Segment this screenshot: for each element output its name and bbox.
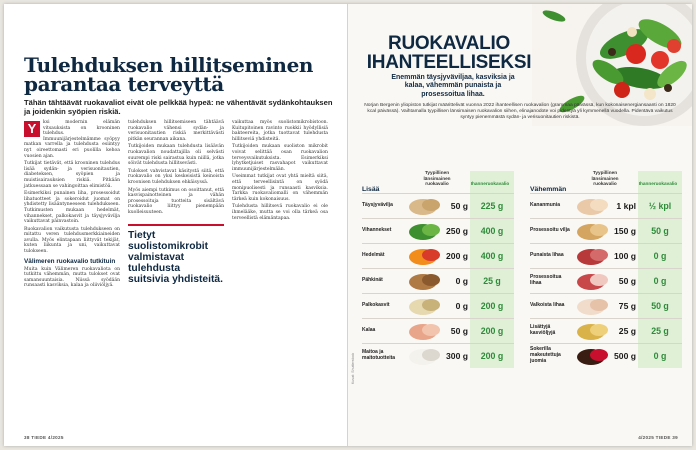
article-body bbox=[24, 120, 336, 430]
food-image bbox=[406, 245, 446, 267]
food-image bbox=[574, 320, 614, 342]
ideal-amount: 0 g bbox=[638, 344, 682, 368]
table-header bbox=[530, 149, 682, 193]
food-label: Valkoista lihaa bbox=[530, 302, 565, 309]
food-label: Prosessoitua lihaa bbox=[530, 274, 562, 286]
food-row bbox=[362, 343, 514, 368]
food-row bbox=[362, 268, 514, 293]
food-row bbox=[530, 343, 682, 368]
food-label: Maitoa ja maitotuotteita bbox=[362, 349, 396, 361]
food-image bbox=[406, 345, 446, 367]
food-image bbox=[574, 345, 614, 367]
current-amount: 75 g bbox=[618, 301, 636, 311]
left-page bbox=[4, 4, 348, 446]
article-headline: Tulehduksen hillitseminen parantaa terveyttä bbox=[24, 53, 314, 96]
food-row bbox=[362, 218, 514, 243]
food-label: Prosessoitu vilja bbox=[530, 227, 570, 234]
current-amount: 25 g bbox=[618, 326, 636, 336]
ideal-amount: 0 g bbox=[638, 269, 682, 293]
food-image bbox=[406, 270, 446, 292]
paragraph: Tutkijoiden mukaan suoliston mikrobit voivat selittää osan ruokavalion terveysvaikutuksista. Esimerkiksi lyhytketjuiset rasvahapot vaikuttavat immuunijärjestelmään. bbox=[232, 144, 328, 172]
current-amount: 1 kpl bbox=[616, 201, 636, 211]
ideal-amount: 200 g bbox=[470, 344, 514, 368]
section-subheading: Välimeren ruokavalio tutkituin bbox=[24, 257, 116, 265]
table-lead-less: Vähemmän bbox=[530, 186, 567, 193]
paragraph: tulehduksen hillitsemiseen tähtäävä ruokavalio vähensi sydän- ja verisuonitautien riskiä merkittävästi pitkän seurannan aikana. bbox=[128, 120, 224, 142]
paragraph: vaikuttaa myös suolistomikrobistoon. Kuitupitoinen ravinto ruokkii hyödyllisiä bakteereita, jotka tuottavat tulehdusta hillitseviä yhdisteitä. bbox=[232, 120, 328, 142]
food-label: Punaista lihaa bbox=[530, 252, 564, 259]
current-amount: 100 g bbox=[614, 251, 636, 261]
current-amount: 250 g bbox=[446, 226, 468, 236]
infographic-title: RUOKAVALIO IHANTEELLISEKSI bbox=[366, 33, 532, 73]
paragraph: Useimmat tutkijat ovat yhtä mieltä siitä, että terveellisintä on syödä monipuolisesti ja runsaasti kasviksia. Tarkka ruokavaliomalli on vähemmän tärkeä kuin kokonaisuus. bbox=[232, 174, 328, 202]
page-folio-right: 4/2025 TIEDE 39 bbox=[638, 435, 678, 440]
food-label: Sokerilla makeutettuja juomia bbox=[530, 346, 561, 364]
current-amount: 200 g bbox=[446, 251, 468, 261]
food-label: Kananmunia bbox=[530, 202, 561, 209]
column-header-current: Tyypillinen länsimainen ruokavalio bbox=[423, 170, 451, 187]
food-image bbox=[574, 245, 614, 267]
food-row bbox=[530, 268, 682, 293]
food-image bbox=[406, 195, 446, 217]
ideal-amount: 25 g bbox=[470, 269, 514, 293]
column-header-ideal: Ihanneruokavalio bbox=[638, 181, 678, 187]
food-label: Lisättyjä kasviöljyjä bbox=[530, 324, 556, 336]
paragraph: Tulokset vahvistavat käsitystä siitä, että ruokavalio on yksi keskeisistä keinoista kroonisen tulehduksen ehkäisyssä. bbox=[128, 168, 224, 185]
paragraph: Muita kuin Välimeren ruokavaliota on tutkittu vähemmän, mutta tulokset ovat samansuuntaisia. Niissä syödään runsaasti kasviksia, kalaa ja oliiviöljyä. bbox=[24, 266, 120, 289]
paragraph: Tulehdusta hillitsevä ruokavalio ei ole ihmelääke, mutta se voi olla tärkeä osa terveellistä elämäntapaa. bbox=[232, 204, 328, 221]
more-foods-table bbox=[362, 149, 514, 368]
column-header-current: Tyypillinen länsimainen ruokavalio bbox=[591, 170, 619, 187]
current-amount: 300 g bbox=[446, 351, 468, 361]
paragraph: Tutkijat tietävät, että krooninen tulehdus lisää sydän- ja verisuonitautien, diabeteksen, syöpien ja muistisairauksien riskiä. Pitkään jatkuessaan se vahingoittaa elimistöä. bbox=[24, 161, 120, 189]
food-label: Pähkinät bbox=[362, 277, 383, 284]
ideal-amount: 225 g bbox=[470, 194, 514, 218]
current-amount: 50 g bbox=[450, 326, 468, 336]
ideal-amount: 0 g bbox=[638, 244, 682, 268]
article-deck: Tähän tähtäävät ruokavaliot eivät ole pelkkää hypeä: ne vähentävät sydänkohtauksen ja joidenkin syöpien riskiä. bbox=[24, 98, 333, 117]
food-image bbox=[406, 295, 446, 317]
food-label: Täysjyvävilja bbox=[362, 202, 393, 209]
body-column-1 bbox=[24, 120, 120, 430]
body-column-3 bbox=[232, 120, 328, 430]
body-column-2 bbox=[128, 120, 224, 430]
current-amount: 0 g bbox=[455, 301, 468, 311]
food-row bbox=[530, 218, 682, 243]
column-header-ideal: Ihanneruokavalio bbox=[470, 181, 510, 187]
food-row bbox=[530, 243, 682, 268]
food-label: Kalaa bbox=[362, 327, 376, 334]
paragraph: Ruokavalion vaikutusta tulehdukseen on mitattu veren tulehdusmerkkiaineiden avulla. Myös elintapaan liittyvät tekijät, kuten liikunta ja uni, vaikuttavat tulokseen. bbox=[24, 226, 120, 255]
page-folio-left: 38 TIEDE 4/2025 bbox=[24, 435, 64, 440]
food-row bbox=[530, 318, 682, 343]
food-row bbox=[530, 293, 682, 318]
food-image bbox=[406, 320, 446, 342]
current-amount: 50 g bbox=[618, 276, 636, 286]
image-credit: Kuvat: Shutterstock bbox=[351, 352, 355, 384]
food-label: Palkokasvit bbox=[362, 302, 390, 309]
drop-cap: Y bbox=[24, 121, 40, 137]
ideal-amount: 400 g bbox=[470, 244, 514, 268]
pull-quote: Tietyt suolistomikrobit valmistavat tulehdusta suitsivia yhdisteitä. bbox=[128, 224, 224, 285]
ideal-amount: 25 g bbox=[638, 319, 682, 343]
ideal-amount: 50 g bbox=[638, 219, 682, 243]
food-row bbox=[362, 243, 514, 268]
current-amount: 0 g bbox=[455, 276, 468, 286]
infographic-intro: Norjan Bergenin yliopiston tutkijat määrittelivät vuonna 2022 ihanteellisen ruokavalion (grammaa päivässä, kun kokonaisenergiansaanti on 1820 kcal päivässä). Vaihtamalla tyypillisen länsimaisen ruokavalion siihen, elinajanodote voi pidentyä yli kymmenellä vuodella. Pidentävä vaikutus syntyy pienemmästä sydän- ja verisuonitautien riskistä. bbox=[364, 103, 676, 121]
paragraph: Y ksi modernin elämän vitsauksista on krooninen tulehdus. Immuunijärjestelmämme syöpyy matkan varrella ja tulehdusta esiintyy nyt oireettomasti eri puolilla kehoa vuosien ajan. bbox=[24, 120, 120, 159]
table-lead-more: Lisää bbox=[362, 186, 380, 193]
current-amount: 500 g bbox=[614, 351, 636, 361]
food-label: Vihannekset bbox=[362, 227, 392, 234]
food-label: Hedelmät bbox=[362, 252, 385, 259]
paragraph: Tutkijoiden mukaan tulehdusta lisäävän ruokavalion noudattajilla oli selvästi suurempi riski sairastua kuin niillä, jotka söivät tulehdusta hillitsevästi. bbox=[128, 144, 224, 167]
right-page bbox=[348, 4, 692, 446]
ideal-amount: 200 g bbox=[470, 319, 514, 343]
food-image bbox=[574, 295, 614, 317]
paragraph: Myös aiempi tutkimus on osoittanut, että kasvispainotteinen ja vähän prosessoituja tuotteita sisältävä ruokavalio liittyy pienempään kuolleisuuteen. bbox=[128, 187, 224, 215]
infographic-subtitle: Enemmän täysjyväviljaa, kasviksia ja kalaa, vähemmän punaista ja prosessoitua lihaa. bbox=[391, 74, 515, 98]
food-image bbox=[574, 270, 614, 292]
current-amount: 150 g bbox=[614, 226, 636, 236]
food-image bbox=[574, 220, 614, 242]
food-row bbox=[362, 193, 514, 218]
ideal-amount: ½ kpl bbox=[638, 194, 682, 218]
food-image bbox=[406, 220, 446, 242]
paragraph: Esimerkiksi punainen liha, prosessoidut lihatuotteet ja sokeroidut juomat on yhdistetty lisääntyneeseen tulehdukseen. Tutkimusten mukaan hedelmät, vihannekset, palkokasvit ja täysjyvävilja vaikuttavat päinvastoin. bbox=[24, 191, 120, 225]
food-row bbox=[362, 318, 514, 343]
less-foods-table bbox=[530, 149, 682, 368]
ideal-amount: 50 g bbox=[638, 294, 682, 318]
current-amount: 50 g bbox=[450, 201, 468, 211]
food-row bbox=[362, 293, 514, 318]
food-image bbox=[574, 195, 614, 217]
food-row bbox=[530, 193, 682, 218]
table-header bbox=[362, 149, 514, 193]
ideal-amount: 200 g bbox=[470, 294, 514, 318]
ideal-amount: 400 g bbox=[470, 219, 514, 243]
magazine-spread bbox=[4, 4, 692, 446]
